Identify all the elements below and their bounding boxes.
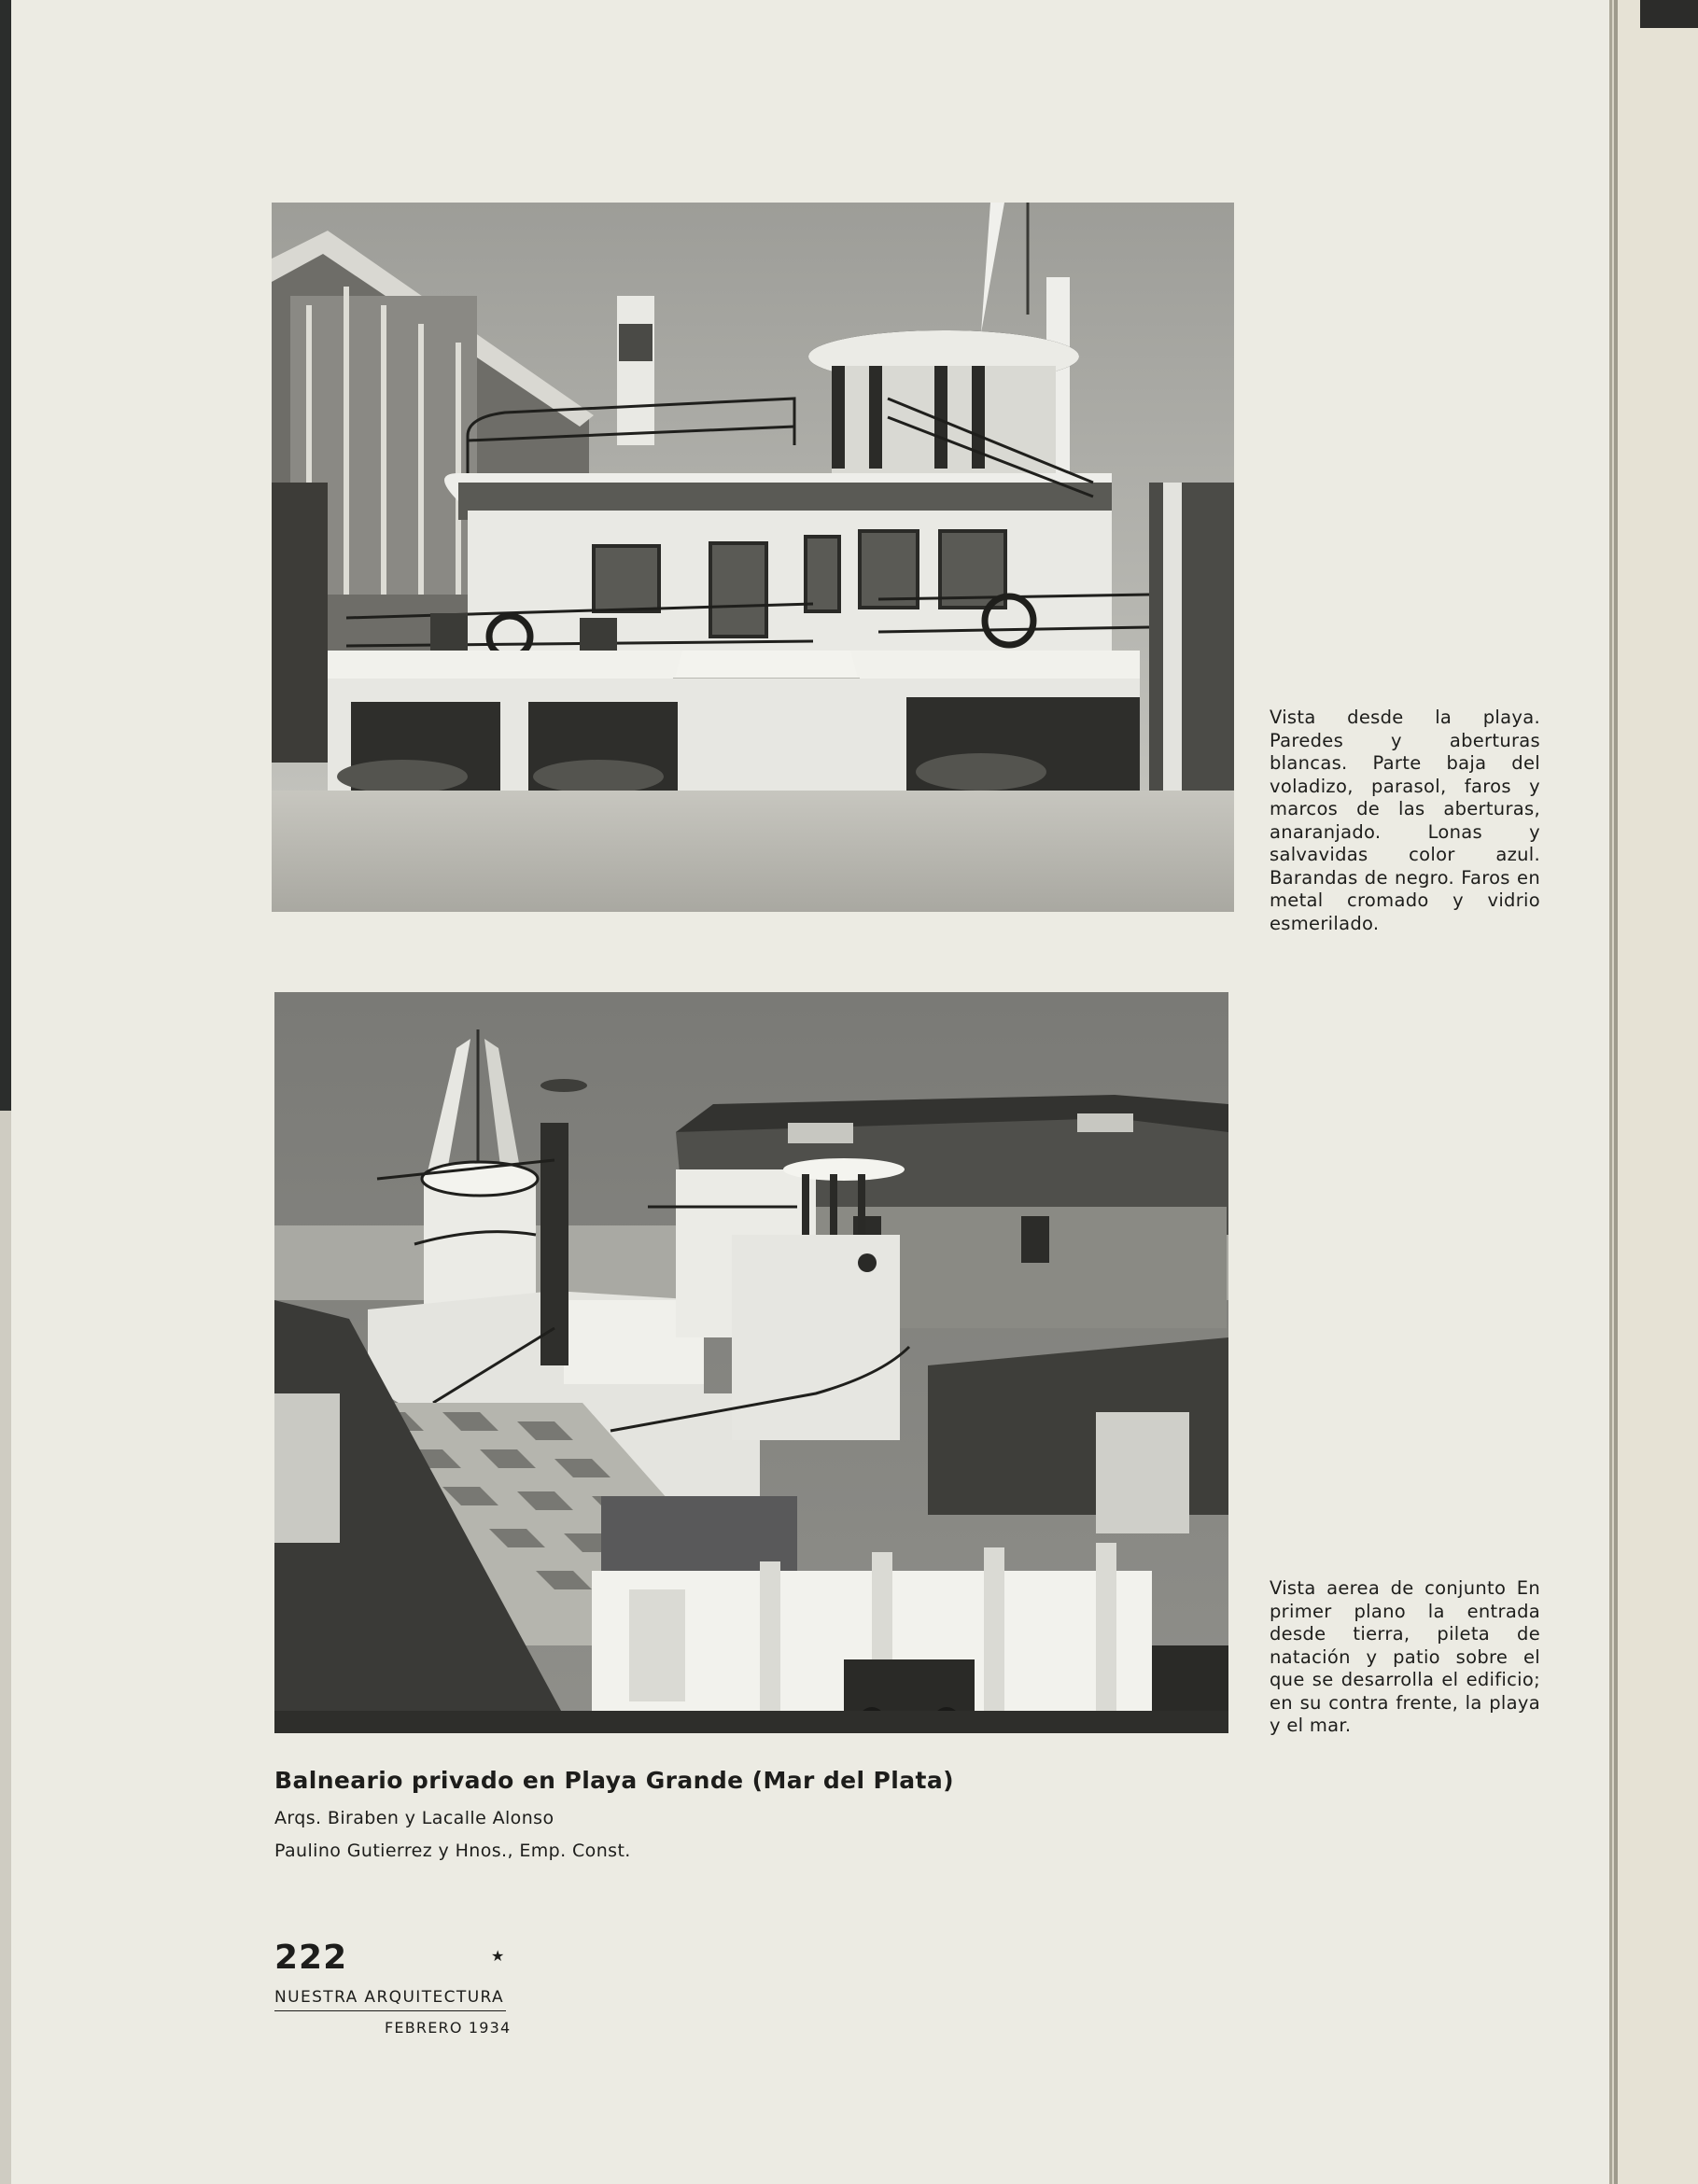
- caption-aerial-view: Vista aerea de conjunto En primer plano la entrada desde tierra, pileta de natación y patio sobre el que se desarrolla el edificio; en su contra frente, la playa y el mar.: [1270, 1577, 1540, 1736]
- caption-beach-view: Vista desde la playa. Paredes y aberturas blancas. Parte baja del voladizo, parasol, faros y marcos de las aberturas, anaranjado. Lonas y salvavidas color azul. Barandas de negro. Faros en metal cromado y vidrio esmerilado.: [1270, 707, 1540, 934]
- page-edge-corner: [1640, 0, 1698, 28]
- star-icon: ★: [491, 1947, 505, 1965]
- page-edge-shadow: [1614, 0, 1618, 2184]
- architects-credit: Arqs. Biraben y Lacalle Alonso: [274, 1808, 554, 1828]
- project-title: Balneario privado en Playa Grande (Mar del Plata): [274, 1767, 954, 1794]
- photo-aerial-view: [274, 992, 1228, 1733]
- photo-beach-view: [272, 203, 1234, 912]
- builder-credit: Paulino Gutierrez y Hnos., Emp. Const.: [274, 1841, 631, 1861]
- binding-edge-dark: [0, 0, 11, 1111]
- binding-edge-light: [0, 1111, 11, 2184]
- photo-aerial-complex-image: [274, 992, 1228, 1733]
- photo-beach-facade-image: [272, 203, 1234, 912]
- issue-date: FEBRERO 1934: [385, 2019, 512, 2037]
- page-number: 222: [274, 1939, 348, 1977]
- page-edge-inner: [1618, 0, 1698, 2184]
- magazine-name: NUESTRA ARQUITECTURA: [274, 1988, 506, 2011]
